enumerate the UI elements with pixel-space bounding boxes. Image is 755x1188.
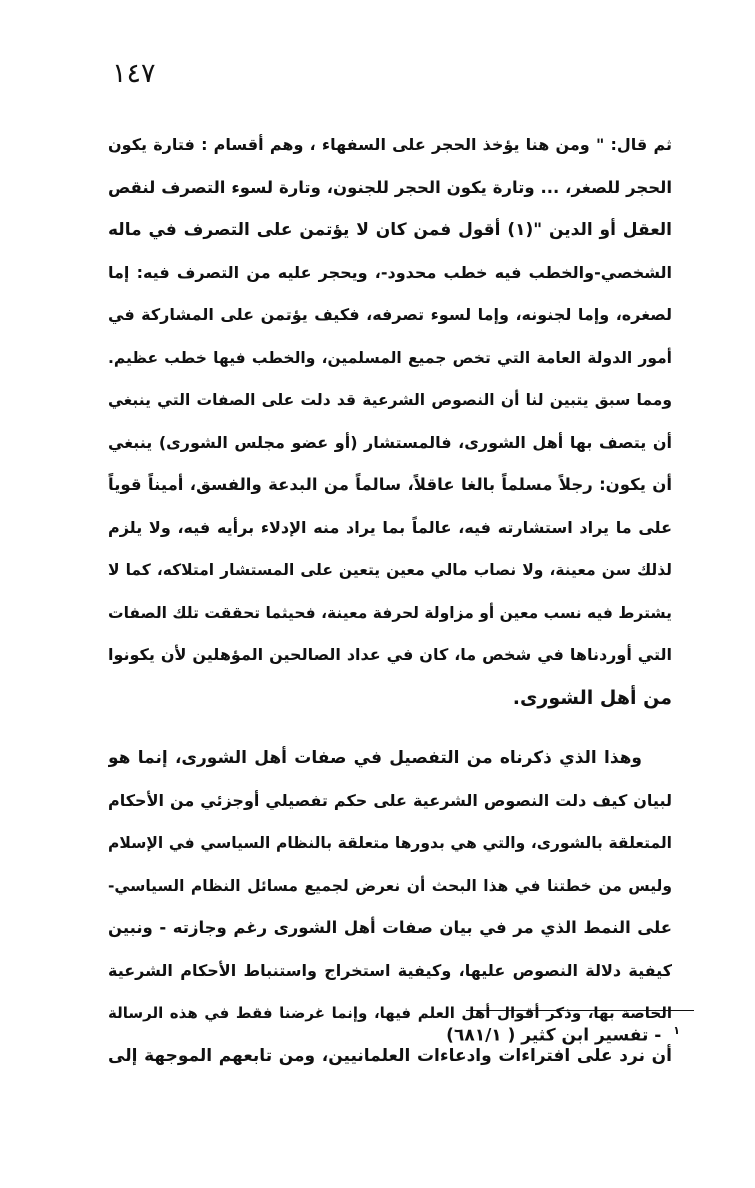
text-line: التي أوردناها في شخص ما، كان في عداد الصالحين المؤهلين لأن يكونوا <box>108 645 672 664</box>
text-line: من أهل الشورى. <box>512 686 672 709</box>
footnote-divider <box>466 1010 694 1011</box>
text-line: كيفية دلالة النصوص عليها، وكيفية استخراج واستنباط الأحكام الشرعية <box>108 960 672 980</box>
text-line: العقل أو الدين "(١) أقول فمن كان لا يؤتمن على التصرف في ماله <box>108 220 672 240</box>
footnote-marker: ١ <box>673 1024 680 1037</box>
text-line: ثم قال: " ومن هنا يؤخذ الحجر على السفهاء ، وهم أقسام : فتارة يكون <box>108 135 672 154</box>
text-line: لصغره، وإما لجنونه، وإما لسوء تصرفه، فكيف يؤتمن على المشاركة في <box>108 305 672 324</box>
paragraph-gap <box>108 719 672 737</box>
text-line: أمور الدولة العامة التي تخص جميع المسلمين، والخطب فيها خطب عظيم. <box>108 348 672 367</box>
footnote-text: - تفسير ابن كثير ( ٦٨١/١) <box>446 1025 662 1046</box>
text-line: ومما سبق يتبين لنا أن النصوص الشرعية قد دلت على الصفات التي ينبغي <box>108 391 672 409</box>
text-line: أن يتصف بها أهل الشورى، فالمستشار (أو عضو مجلس الشورى) ينبغي <box>108 432 672 452</box>
footnote <box>380 1024 680 1046</box>
body-text <box>108 124 672 1077</box>
text-line: أن نرد على افتراءات وادعاءات العلمانيين، ومن تابعهم الموجهة إلى <box>108 1045 672 1066</box>
text-line: الحجر للصغر، ... وتارة يكون الحجر للجنون، وتارة لسوء التصرف لنقص <box>108 177 672 197</box>
paragraph-1 <box>108 124 672 719</box>
text-line: أن يكون: رجلاً مسلماً بالغا عاقلاً، سالماً من البدعة والفسق، أميناً قوياً <box>108 475 672 494</box>
page-number: ١٤٧ <box>112 58 156 89</box>
text-line: وليس من خطتنا في هذا البحث أن نعرض لجميع مسائل النظام السياسي- <box>108 876 672 895</box>
text-line: المتعلقة بالشورى، والتي هي بدورها متعلقة بالنظام السياسي في الإسلام <box>108 834 672 852</box>
text-line: لذلك سن معينة، ولا نصاب مالي معين يتعين على المستشار امتلاكه، كما لا <box>108 561 672 579</box>
text-line: وهذا الذي ذكرناه من التفصيل في صفات أهل الشورى، إنما هو <box>108 748 642 768</box>
text-line: الخاصة بها، وذكر أقوال أهل العلم فيها، وإنما غرضنا فقط في هذه الرسالة <box>108 1004 672 1022</box>
text-line: لبيان كيف دلت النصوص الشرعية على حكم تفصيلي أوجزئي من الأحكام <box>108 790 672 810</box>
text-line: الشخصي-والخطب فيه خطب محدود-، ويحجر عليه من التصرف فيه: إما <box>108 262 672 282</box>
text-line: يشترط فيه نسب معين أو مزاولة لحرفة معينة، فحيثما تحققت تلك الصفات <box>108 603 672 622</box>
text-line: على النمط الذي مر في بيان صفات أهل الشورى رغم وجازته - ونبين <box>108 918 672 937</box>
text-line: على ما يراد استشارته فيه، عالماً بما يراد منه الإدلاء برأيه فيه، ولا يلزم <box>108 517 672 537</box>
